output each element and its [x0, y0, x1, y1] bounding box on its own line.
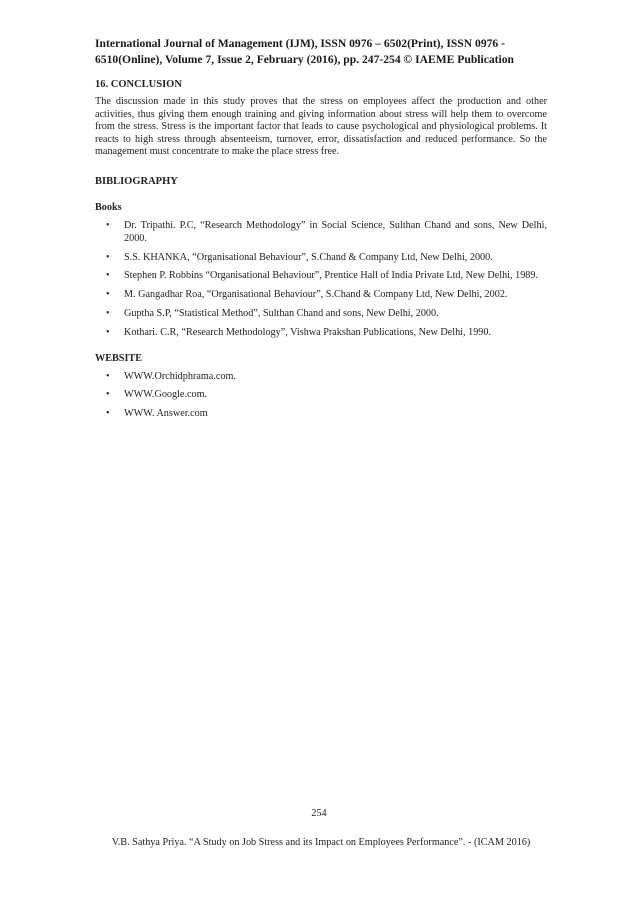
- bullet-icon: •: [106, 289, 110, 301]
- website-entry: [95, 389, 547, 402]
- bullet-icon: •: [106, 307, 110, 319]
- website-entry: [95, 408, 547, 421]
- book-entry-text: Kothari. C.R, “Research Methodology”, Vishwa Prakshan Publications, New Delhi, 1990.: [124, 326, 492, 338]
- website-entry-text: WWW. Answer.com: [124, 408, 208, 420]
- journal-header-line-1: International Journal of Management (IJM), ISSN 0976 – 6502(Print), ISSN 0976 -: [95, 37, 505, 50]
- conclusion-heading: 16. CONCLUSION: [95, 79, 182, 90]
- book-entry: [95, 327, 547, 340]
- page-number: 254: [311, 808, 327, 819]
- books-heading: Books: [95, 201, 122, 213]
- book-entry: [95, 289, 547, 302]
- bullet-icon: •: [106, 326, 110, 338]
- journal-header: [95, 36, 547, 68]
- bullet-icon: •: [106, 270, 110, 282]
- conclusion-paragraph: The discussion made in this study proves that the stress on employees affect the production and other activities, thus giving them enough training and giving information about stress will help them to overcome from the stress. Stress is the important factor that leads to cause psychological and physiological problems. It reacts to high stress through absenteeism, turnover, error, dissatisfaction and reduced performance. So the management must concentrate to make the place stress free.: [95, 96, 547, 158]
- bullet-icon: •: [106, 219, 110, 231]
- book-entry-text: Guptha S.P, “Statistical Method”, Sulthan Chand and sons, New Delhi, 2000.: [124, 307, 439, 319]
- book-entry: [95, 270, 547, 283]
- journal-header-line-2: 6510(Online), Volume 7, Issue 2, February (2016), pp. 247-254 © IAEME Publication: [95, 53, 514, 66]
- bullet-icon: •: [106, 408, 110, 420]
- books-list: [95, 220, 547, 340]
- website-list: [95, 371, 547, 421]
- book-entry: [95, 308, 547, 321]
- website-entry-text: WWW.Orchidphrama.com.: [124, 370, 236, 382]
- bullet-icon: •: [106, 251, 110, 263]
- bullet-icon: •: [106, 370, 110, 382]
- website-heading: WEBSITE: [95, 352, 142, 364]
- book-entry-text: M. Gangadhar Roa, “Organisational Behaviour”, S.Chand & Company Ltd, New Delhi, 2002.: [124, 289, 508, 301]
- page-footer: V.B. Sathya Priya. “A Study on Job Stress and its Impact on Employees Performance”. - (ICAM 2016): [111, 837, 531, 848]
- book-entry-text: Dr. Tripathi. P.C, “Research Methodology” in Social Science, Sulthan Chand and sons, New Delhi, 2000.: [124, 219, 547, 244]
- bullet-icon: •: [106, 389, 110, 401]
- page-content: [95, 36, 547, 427]
- book-entry: [95, 252, 547, 265]
- book-entry-text: Stephen P. Robbins “Organisational Behaviour”, Prentice Hall of India Private Ltd, New Delhi, 1989.: [124, 270, 539, 282]
- website-entry-text: WWW.Google.com.: [124, 389, 208, 401]
- bibliography-heading: BIBLIOGRAPHY: [95, 175, 178, 187]
- book-entry: [95, 220, 547, 246]
- website-entry: [95, 371, 547, 384]
- book-entry-text: S.S. KHANKA, “Organisational Behaviour”, S.Chand & Company Ltd, New Delhi, 2000.: [124, 251, 493, 263]
